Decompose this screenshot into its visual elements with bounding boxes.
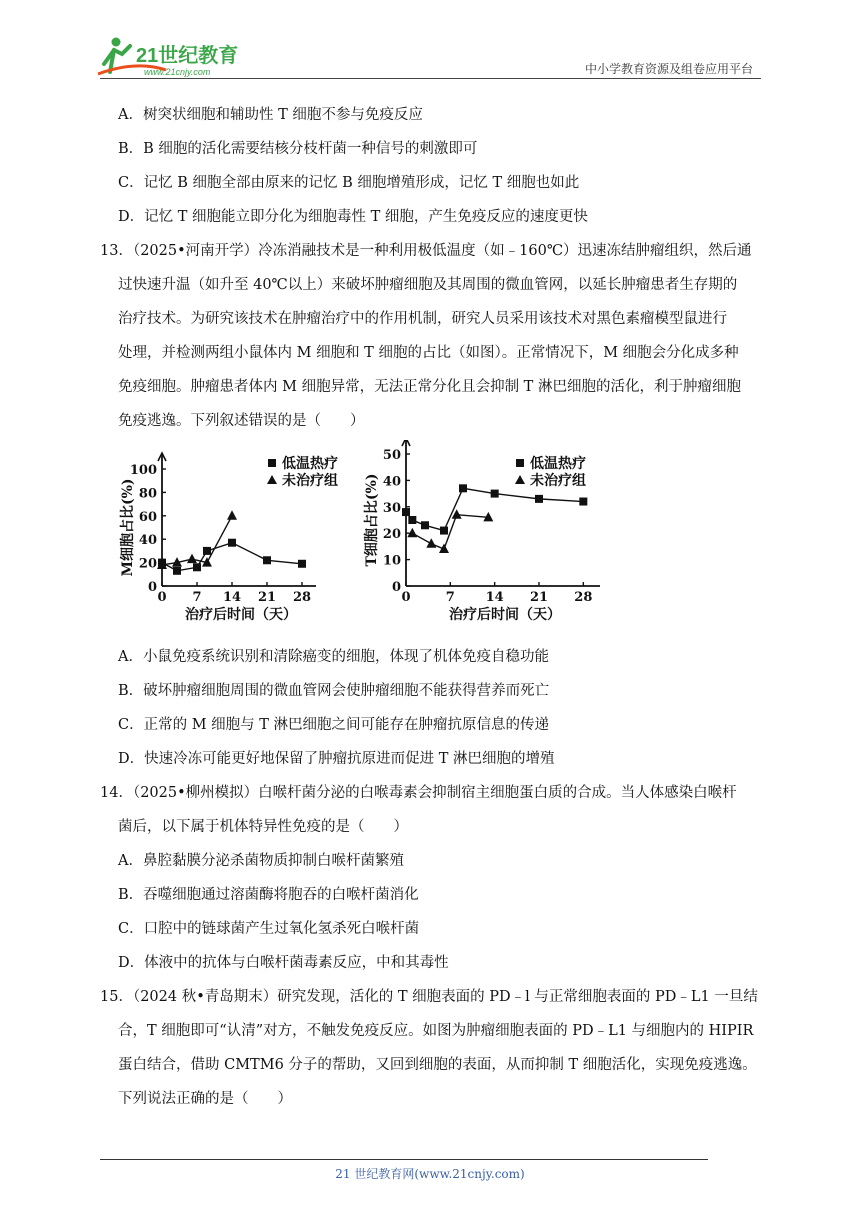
data-point xyxy=(579,498,587,506)
y-tick-label: 20 xyxy=(138,556,157,572)
logo-url: www.21cnjy.com xyxy=(144,67,211,77)
data-point xyxy=(459,484,467,492)
data-point xyxy=(227,510,237,520)
data-point xyxy=(440,527,448,535)
data-point xyxy=(173,567,181,575)
q14-option-a: A．鼻腔黏膜分泌杀菌物质抑制白喉杆菌繁殖 xyxy=(118,853,404,869)
q13-stem-line: 免疫细胞。肿瘤患者体内 M 细胞异常，无法正常分化且会抑制 T 淋巴细胞的活化，利于肿瘤细胞 xyxy=(118,379,741,395)
q12-option-b: B．B 细胞的活化需要结核分枝杆菌一种信号的刺激即可 xyxy=(118,141,478,157)
q14-stem-line: 14．（2025•柳州模拟）白喉杆菌分泌的白喉毒素会抑制宿主细胞蛋白质的合成。当人体感染白喉杆 xyxy=(100,785,737,801)
x-axis-label: 治疗后时间（天） xyxy=(449,607,561,623)
x-tick-label: 7 xyxy=(192,590,202,605)
x-tick-label: 7 xyxy=(445,590,455,605)
footer-text: 21 世纪教育网(www.21cnjy.com) xyxy=(335,1167,525,1181)
x-tick-label: 0 xyxy=(401,590,411,605)
data-point xyxy=(426,538,436,548)
series-line xyxy=(162,516,232,565)
y-tick-label: 40 xyxy=(382,474,401,490)
legend-label: 低温热疗 xyxy=(530,456,586,472)
data-point xyxy=(228,539,236,547)
legend-marker xyxy=(515,475,525,484)
legend-label: 低温热疗 xyxy=(282,456,338,472)
legend-label: 未治疗组 xyxy=(530,473,586,489)
y-tick-label: 50 xyxy=(382,448,401,463)
q13-stem-line: 过快速升温（如升至 40℃以上）来破坏肿瘤细胞及其周围的微血管网，以延长肿瘤患者生存期的 xyxy=(118,277,738,293)
q15-stem-line: 蛋白结合，借助 CMTM6 分子的帮助，又回到细胞的表面，从而抑制 T 细胞活化，实现免疫逃逸。 xyxy=(118,1057,757,1073)
data-point xyxy=(187,554,197,564)
data-point xyxy=(421,521,429,529)
q12-option-c: C．记忆 B 细胞全部由原来的记忆 B 细胞增殖形成，记忆 T 细胞也如此 xyxy=(118,175,580,191)
m-cell-chart xyxy=(116,440,346,635)
logo-text: 21世纪教育 xyxy=(136,45,239,67)
q14-option-b: B．吞噬细胞通过溶菌酶将胞吞的白喉杆菌消化 xyxy=(118,887,419,903)
legend-marker xyxy=(267,475,277,484)
data-point xyxy=(535,495,543,503)
q13-stem-line: 治疗技术。为研究该技术在肿瘤治疗中的作用机制，研究人员采用该技术对黑色素瘤模型鼠进行 xyxy=(118,311,727,327)
y-tick-label: 0 xyxy=(147,580,157,595)
q15-stem-line: 15．（2024 秋•青岛期末）研究发现，活化的 T 细胞表面的 PD﹣l 与正常细胞表面的 PD﹣L1 一旦结 xyxy=(100,989,758,1005)
y-axis-label: T细胞占比(%) xyxy=(364,473,380,567)
x-tick-label: 21 xyxy=(529,590,549,605)
t-cell-chart xyxy=(360,440,610,635)
legend-marker xyxy=(268,459,276,467)
x-tick-label: 14 xyxy=(222,590,242,605)
y-tick-label: 100 xyxy=(129,463,157,478)
legend-label: 未治疗组 xyxy=(282,473,338,489)
y-tick-label: 10 xyxy=(382,553,401,569)
q15-stem-line: 合，T 细胞即可“认清”对方，不触发免疫反应。如图为肿瘤细胞表面的 PD﹣L1 与细胞内的 HIPIR xyxy=(118,1023,754,1039)
data-point xyxy=(491,490,499,498)
x-tick-label: 21 xyxy=(257,590,277,605)
q14-option-c: C．口腔中的链球菌产生过氧化氢杀死白喉杆菌 xyxy=(118,921,420,937)
y-tick-label: 30 xyxy=(382,500,401,516)
y-axis-label: M细胞占比(%) xyxy=(120,478,136,577)
y-tick-label: 80 xyxy=(138,486,157,502)
header-rule xyxy=(100,78,761,79)
platform-name: 中小学教育资源及组卷应用平台 xyxy=(584,62,753,76)
footer-rule xyxy=(100,1159,708,1160)
x-axis-label: 治疗后时间（天） xyxy=(185,607,297,623)
logo xyxy=(96,34,266,78)
x-tick-label: 28 xyxy=(292,590,312,605)
q12-option-a: A．树突状细胞和辅助性 T 细胞不参与免疫反应 xyxy=(118,107,423,123)
q13-stem-line: 免疫逃逸。下列叙述错误的是（ ） xyxy=(118,413,365,429)
data-point xyxy=(193,563,201,571)
y-tick-label: 40 xyxy=(138,533,157,549)
q13-stem-line: 13．（2025•河南开学）冷冻消融技术是一种利用极低温度（如﹣160℃）迅速冻结肿瘤组织，然后通 xyxy=(100,243,752,259)
series-line xyxy=(412,515,488,549)
y-tick-label: 20 xyxy=(382,527,401,543)
q13-option-b: B．破坏肿瘤细胞周围的微血管网会使肿瘤细胞不能获得营养而死亡 xyxy=(118,683,550,699)
q15-stem-line: 下列说法正确的是（ ） xyxy=(118,1091,292,1107)
legend-marker xyxy=(516,459,524,467)
q14-stem-line: 菌后，以下属于机体特异性免疫的是（ ） xyxy=(118,819,408,835)
q13-option-d: D．快速冷冻可能更好地保留了肿瘤抗原进而促进 T 淋巴细胞的增殖 xyxy=(118,751,555,767)
q12-option-d: D．记忆 T 细胞能立即分化为细胞毒性 T 细胞，产生免疫反应的速度更快 xyxy=(118,209,588,225)
data-point xyxy=(263,556,271,564)
x-tick-label: 14 xyxy=(485,590,504,605)
data-point xyxy=(402,508,410,516)
y-tick-label: 60 xyxy=(138,509,157,525)
data-point xyxy=(408,516,416,524)
q13-option-a: A．小鼠免疫系统识别和清除癌变的细胞，体现了机体免疫自稳功能 xyxy=(118,649,549,665)
series-line xyxy=(162,543,302,571)
data-point xyxy=(407,528,417,538)
q14-option-d: D．体液中的抗体与白喉杆菌毒素反应，中和其毒性 xyxy=(118,955,449,971)
page-header xyxy=(96,28,761,80)
q13-stem-line: 处理，并检测两组小鼠体内 M 细胞和 T 细胞的占比（如图）。正常情况下，M 细胞会分化成多种 xyxy=(118,345,739,361)
y-tick-label: 0 xyxy=(391,580,401,595)
q13-option-c: C．正常的 M 细胞与 T 淋巴细胞之间可能存在肿瘤抗原信息的传递 xyxy=(118,717,550,733)
data-point xyxy=(203,547,211,555)
data-point xyxy=(298,560,306,568)
x-tick-label: 0 xyxy=(157,590,167,605)
x-tick-label: 28 xyxy=(574,590,593,605)
